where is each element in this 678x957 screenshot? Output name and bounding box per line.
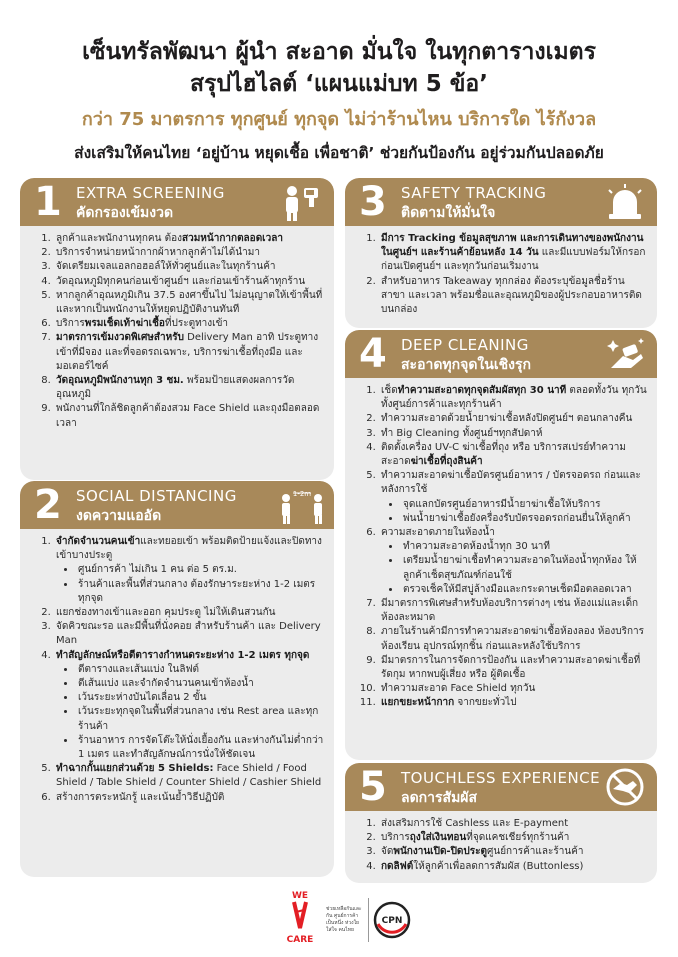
card-title-en: SAFETY TRACKING xyxy=(401,184,547,202)
list-item: 1. เช็ดทำความสะอาดทุกจุดสัมผัสทุก 30 นาที ตลอดทั้งวัน ทุกวัน ทั้งศูนย์การค้าและทุกร้านค้า xyxy=(379,384,647,412)
list-item: 6. ความสะอาดภายในห้องน้ำ • ทำความสะอาดห้องน้ำทุก 30 นาที • เตรียมน้ำยาฆ่าเชื้อทำความสะอาดในห้องน้ำทุกห้อง ให้ลูกค้าเช็ดสุขภัณฑ์ก่อนใช้ • ตรวจเช็คให้มีสบู่ล้างมือและกระดาษเช็ดมือตลอดเวลา xyxy=(379,526,647,597)
list-item: 5. ทำความสะอาดฆ่าเชื้อบัตรศูนย์อาหาร / บัตรจอดรถ ก่อนและหลังการใช้ • จุดแลกบัตรศูนย์อาหารมีน้ำยาฆ่าเชื้อให้บริการ • พ่นน้ำยาฆ่าเชื้อยังครื่องรับบัตรจอดรถก่อนยื่นให้ลูกค้า xyxy=(379,469,647,526)
list-item: 5. หากลูกค้าอุณหภูมิเกิน 37.5 องศาขึ้นไป ไม่อนุญาตให้เข้าพื้นที่ และหากเป็นพนักงานให้หยุดปฏิบัติงานทันที xyxy=(54,289,324,317)
distance-people-icon xyxy=(280,485,324,525)
card-touchless-experience xyxy=(345,763,657,883)
list-item: 2. บริการถุงใส่เงินทอนที่จุดแคชเชียร์ทุกร้านค้า xyxy=(379,831,647,845)
list-item: 4. กดลิฟต์ให้ลูกค้าเพื่อลดการสัมผัส (Buttonless) xyxy=(379,860,647,874)
card-header xyxy=(345,330,657,378)
card-safety-tracking xyxy=(345,178,657,328)
card-body xyxy=(357,817,647,874)
list-item: 9. พนักงานที่ใกล้ชิดลูกค้าต้องสวม Face Shield และถุงมือตลอดเวลา xyxy=(54,402,324,430)
card-title-en: SOCIAL DISTANCING xyxy=(76,487,237,505)
card-body xyxy=(357,232,647,317)
list-item: 7. มาตรการเข้มงวดพิเศษสำหรับ Delivery Man อาทิ ประตูทางเข้าที่มีจอง และที่จอดรถเฉพาะ, บริการฆ่าเชื้อที่ถุงมือ และมอเตอร์ไซค์ xyxy=(54,331,324,374)
list-item: 4. วัดอุณหภูมิทุกคนก่อนเข้าศูนย์ฯ และก่อนเข้าร้านค้าทุกร้าน xyxy=(54,275,324,289)
card-title-en: DEEP CLEANING xyxy=(401,336,529,354)
we-care-caption: ช่วยเหลือกันและกัน ศูนย์การค้าเป็นหนึ่ง ห่วงใย ใส่ใจ คนไทย xyxy=(326,906,362,933)
headline-2: สรุปไฮไลต์ ‘แผนแม่บท 5 ข้อ’ xyxy=(189,71,488,97)
card-number: 4 xyxy=(359,331,387,377)
card-body xyxy=(32,232,324,431)
list-item: 4. ทำสัญลักษณ์หรือตีตารางกำหนดระยะห่าง 1-2 เมตร ทุกจุด • ตีตารางและเส้นแบ่ง ในลิฟต์ • ตีเส้นแบ่ง และจำกัดจำนวนคนเข้าห้องน้ำ • เว้นระยะห่างบันไดเลื่อน 2 ขั้น • เว้นระยะทุกจุดในพื้นที่ส่วนกลาง เช่น Rest area และทุกร้านค้า • ร้านอาหาร การจัดโต๊ะให้นั่งเยื้องกัน และห่างกันไม่ต่ำกว่า 1 เมตร และทำสัญลักษณ์การนั่งให้ชัดเจน xyxy=(54,649,324,763)
card-number: 3 xyxy=(359,179,387,225)
list-item: 1. ลูกค้าและพนักงานทุกคน ต้องสวมหน้ากากตลอดเวลา xyxy=(54,232,324,246)
card-header xyxy=(345,763,657,811)
list-item: 8. วัดอุณหภูมิพนักงานทุก 3 ชม. พร้อมป้ายแสดงผลการวัดอุณหภูมิ xyxy=(54,374,324,402)
card-title-en: EXTRA SCREENING xyxy=(76,184,225,202)
thermometer-person-icon xyxy=(280,182,324,222)
card-title-th: งดความแออัด xyxy=(76,508,162,524)
card-header xyxy=(345,178,657,226)
headline-1: เซ็นทรัลพัฒนา ผู้นำ สะอาด มั่นใจ ในทุกตารางเมตร xyxy=(82,39,596,65)
siren-icon xyxy=(603,182,647,222)
list-item: 1. จำกัดจำนวนคนเข้าและทยอยเข้า พร้อมติดป้ายแจ้งและปิดทางเข้าบางประตู • ศูนย์การค้า ไม่เกิน 1 คน ต่อ 5 ตร.ม. • ร้านค้าและพื้นที่ส่วนกลาง ต้องรักษาระยะห่าง 1-2 เมตร ทุกจุด xyxy=(54,535,324,606)
card-header xyxy=(20,481,334,529)
card-title-th: คัดกรองเข้มงวด xyxy=(76,205,174,221)
logo-divider xyxy=(368,898,369,942)
card-number: 2 xyxy=(34,482,62,528)
list-item: 2. บริการจำหน่ายหน้ากากผ้าหากลูกค้าไม่ได้นำมา xyxy=(54,246,324,260)
card-title-th: ติดตามให้มั่นใจ xyxy=(401,205,496,221)
svg-text:CPN: CPN xyxy=(381,916,403,926)
list-item: 10. ทำความสะอาด Face Shield ทุกวัน xyxy=(379,682,647,696)
list-item: 11. แยกขยะหน้ากาก จากขยะทั่วไป xyxy=(379,696,647,710)
card-header xyxy=(20,178,334,226)
card-social-distancing xyxy=(20,481,334,877)
card-deep-cleaning xyxy=(345,330,657,760)
tagline: ส่งเสริมให้คนไทย ‘อยู่บ้าน หยุดเชื้อ เพื่อชาติ’ ช่วยกันป้องกัน อยู่ร่วมกันปลอดภัย xyxy=(74,144,604,162)
list-item: 3. จัดเตรียมเจลแอลกอฮอล์ให้ทั่วศูนย์และในทุกร้านค้า xyxy=(54,260,324,274)
list-item: 6. สร้างการตระหนักรู้ และเน้นย้ำวิธีปฏิบัติ xyxy=(54,791,324,805)
list-item: 6. บริการพรมเช็ดเท้าฆ่าเชื้อที่ประตูทางเข้า xyxy=(54,317,324,331)
list-item: 4. ติดตั้งเครื่อง UV-C ฆ่าเชื้อที่ถุง หรือ บริการสเปรย์ทำความสะอาดฆ่าเชื้อที่ถุงสินค้า xyxy=(379,441,647,469)
list-item: 1. มีการ Tracking ข้อมูลสุขภาพ และการเดินทางของพนักงานในศูนย์ฯ และร้านค้าย้อนหลัง 14 วัน และมีแบบฟอร์มให้กรอกก่อนเปิดศูนย์ฯ และทุกวันก่อนเริ่มงาน xyxy=(379,232,647,275)
subheadline: กว่า 75 มาตรการ ทุกศูนย์ ทุกจุด ไม่ว่าร้านไหน บริการใด ไร้กังวล xyxy=(81,109,597,130)
list-item: 8. ภายในร้านค้ามีการทำความสะอาดฆ่าเชื้อห้องลอง ห้องบริการ ห้องเรียน อุปกรณ์ทุกชิ้น ก่อนและหลังใช้บริการ xyxy=(379,625,647,653)
card-body xyxy=(357,384,647,711)
list-item: 5. ทำฉากกั้นแยกส่วนด้วย 5 Shields: Face Shield / Food Shield / Table Shield / Counter Shield / Cashier Shield xyxy=(54,762,324,790)
card-extra-screening xyxy=(20,178,334,480)
distance-label: 1-2m xyxy=(292,490,312,498)
cpn-logo xyxy=(372,900,412,940)
list-item: 2. แยกช่องทางเข้าและออก คุมประตู ไม่ให้เดินสวนกัน xyxy=(54,606,324,620)
list-item: 2. ทำความสะอาดด้วยน้ำยาฆ่าเชื้อหลังปิดศูนย์ฯ ตอนกลางคืน xyxy=(379,412,647,426)
card-number: 1 xyxy=(34,179,62,225)
card-number: 5 xyxy=(359,764,387,810)
card-body xyxy=(32,535,324,805)
list-item: 2. สำหรับอาหาร Takeaway ทุกกล่อง ต้องระบุข้อมูลชื่อร้าน สาขา และเวลา พร้อมชื่อและอุณหภูมิของผู้ประกอบอาหารติดบนกล่อง xyxy=(379,275,647,318)
list-item: 1. ส่งเสริมการใช้ Cashless และ E-payment xyxy=(379,817,647,831)
card-title-th: สะอาดทุกจุดในเชิงรุก xyxy=(401,357,531,373)
list-item: 7. มีมาตรการพิเศษสำหรับห้องบริการต่างๆ เช่น ห้องแม่และเด็ก ห้องละหมาด xyxy=(379,597,647,625)
cleaning-hand-icon xyxy=(603,334,647,374)
svg-text:CARE: CARE xyxy=(286,935,314,945)
list-item: 3. ทำ Big Cleaning ทั้งศูนย์ฯทุกสัปดาห์ xyxy=(379,427,647,441)
list-item: 3. จัดคิวขณะรอ และมีพื้นที่นั่งคอย สำหรับร้านค้า และ Delivery Man xyxy=(54,620,324,648)
we-care-logo xyxy=(286,888,326,946)
list-item: 3. จัดพนักงานเปิด-ปิดประตูศูนย์การค้าและร้านค้า xyxy=(379,845,647,859)
list-item: 9. มีมาตรการในการจัดการป้องกัน และทำความสะอาดฆ่าเชื้อที่รัดกุม หากพบผู้เสี่ยง หรือ ผู้ติดเชื้อ xyxy=(379,654,647,682)
card-title-en: TOUCHLESS EXPERIENCE xyxy=(401,769,601,787)
card-title-th: ลดการสัมผัส xyxy=(401,790,478,806)
svg-text:WE: WE xyxy=(291,891,309,901)
no-handshake-icon xyxy=(603,767,647,807)
